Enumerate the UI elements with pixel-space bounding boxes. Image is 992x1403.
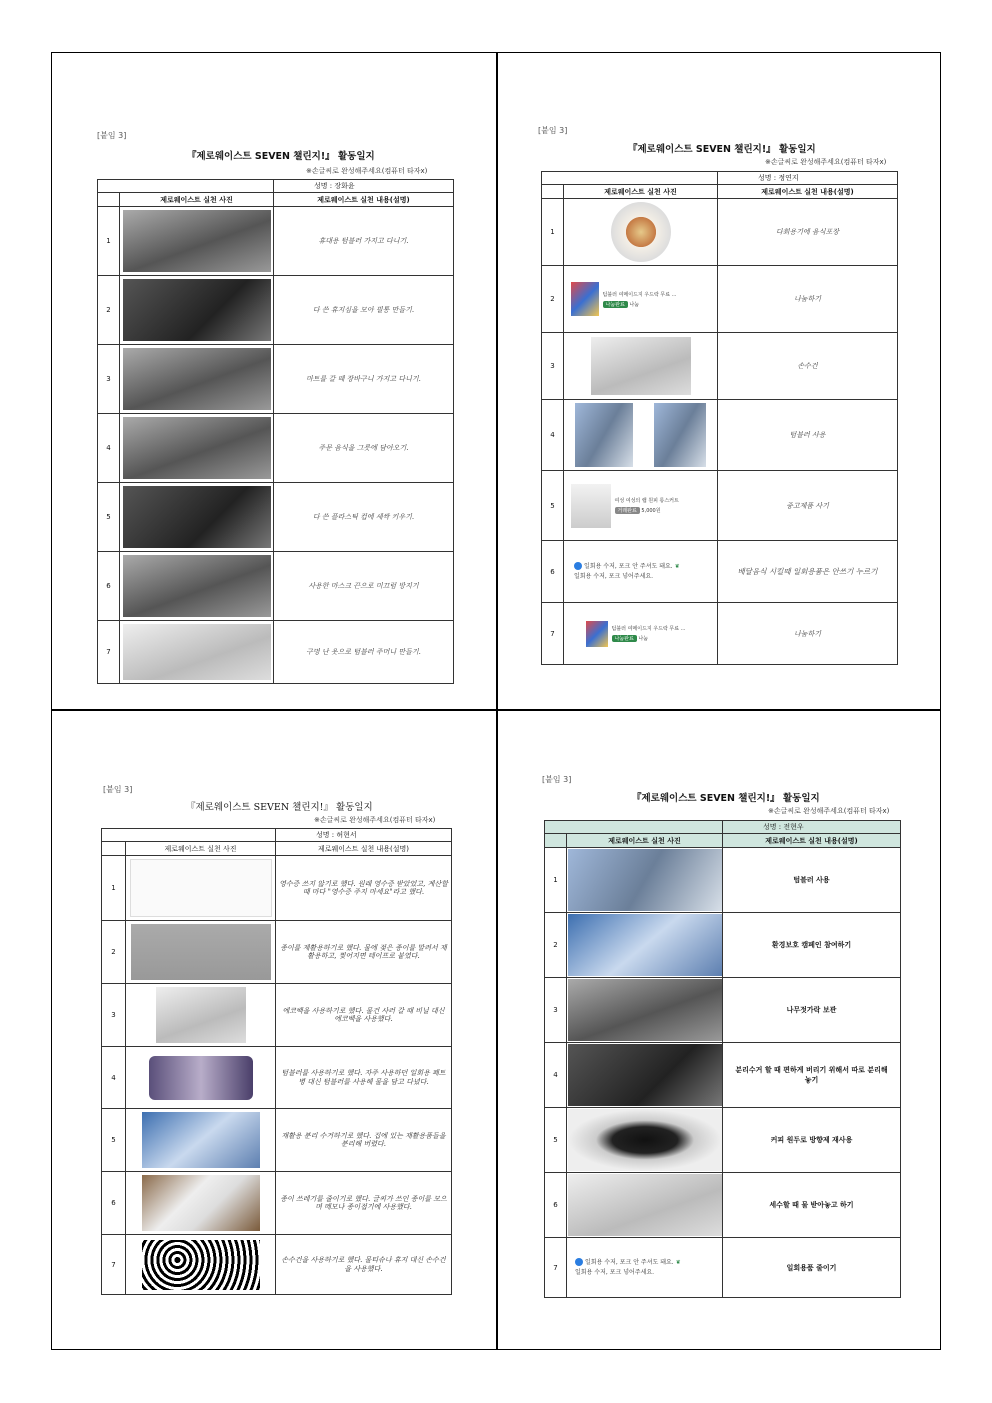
table-row (102, 1235, 452, 1295)
row-number: 3 (545, 978, 567, 1043)
row-description: 나눔하기 (718, 266, 898, 333)
activity-table (97, 179, 454, 684)
table-row (545, 848, 901, 913)
activity-table (541, 171, 898, 665)
row-number: 5 (542, 471, 564, 541)
row-description: 텀블러를 사용하기로 했다. 자주 사용하던 일회용 페트병 대신 텀블러를 사용해 물을 담고 다녔다. (276, 1047, 452, 1109)
row-number: 3 (102, 984, 126, 1047)
name-cell: 성명 : 전현우 (723, 821, 901, 834)
row-description: 다 쓴 휴지심을 모아 필통 만들기. (274, 276, 454, 345)
row-number: 2 (542, 266, 564, 333)
photo (156, 987, 246, 1043)
photo (142, 1240, 260, 1290)
radio-selected-icon (574, 562, 582, 570)
appendix-label: [붙임 3] (97, 131, 127, 140)
listing-tag: 나눔 (629, 301, 640, 308)
table-row (542, 266, 898, 333)
photo (142, 1112, 260, 1168)
row-number: 1 (102, 856, 126, 921)
row-description: 다회용기에 음식포장 (718, 199, 898, 266)
status-badge: 나눔완료 (603, 301, 628, 308)
photo (591, 337, 691, 395)
sprout-icon: ❦ (674, 562, 680, 570)
photo (123, 210, 271, 272)
app-screenshot (586, 621, 696, 647)
row-description: 텀블러 사용 (723, 848, 901, 913)
activity-table (544, 820, 901, 1298)
activity-table (101, 828, 452, 1295)
photo (123, 348, 271, 410)
col-photo-header: 제로웨이스트 실천 사진 (120, 193, 274, 207)
row-number: 4 (542, 400, 564, 471)
table-row (102, 1109, 452, 1172)
row-description: 재활용 분리 수거하기로 했다. 집에 있는 재활용품들을 분리해 버렸다. (276, 1109, 452, 1172)
row-description: 세수할 때 물 받아놓고 하기 (723, 1173, 901, 1238)
row-number: 2 (102, 921, 126, 984)
listing-price: 5,000원 (641, 508, 661, 514)
row-number: 6 (102, 1172, 126, 1235)
row-description: 나무젓가락 보관 (723, 978, 901, 1043)
photo (123, 624, 271, 680)
row-description: 일회용품 줄이기 (723, 1238, 901, 1298)
sheet-title: 『제로웨이스트 SEVEN 챌린지!』 활동일지 (632, 793, 820, 804)
row-number: 4 (545, 1043, 567, 1108)
photo (611, 202, 671, 262)
name-cell: 성명 : 허현서 (276, 829, 452, 842)
name-cell: 성명 : 장화윤 (274, 180, 454, 193)
name-cell: 성명 : 정연지 (718, 172, 898, 185)
row-number: 6 (98, 552, 120, 621)
table-row (542, 333, 898, 400)
table-row (102, 1172, 452, 1235)
table-row (545, 1238, 901, 1298)
row-description: 손수건을 사용하기로 했다. 물티슈나 휴지 대신 손수건을 사용했다. (276, 1235, 452, 1295)
photo (130, 859, 272, 917)
row-description: 휴대용 텀블러 가지고 다니기. (274, 207, 454, 276)
table-row (542, 541, 898, 603)
table-row (542, 603, 898, 665)
table-row (542, 400, 898, 471)
table-row (545, 978, 901, 1043)
photo (568, 849, 722, 911)
row-description: 에코백을 사용하기로 했다. 물건 사러 갈 때 비닐 대신 에코백을 사용했다. (276, 984, 452, 1047)
table-row (542, 471, 898, 541)
row-description: 마트를 갈 때 장바구니 가지고 다니기. (274, 345, 454, 414)
photo (123, 279, 271, 341)
row-description: 사용한 마스크 끈으로 미끄럼 방지기 (274, 552, 454, 621)
option-text: 일회용 수저, 포크 안 주셔도 돼요. (585, 1258, 674, 1266)
row-number: 6 (542, 541, 564, 603)
row-description: 종이 쓰레기를 줄이기로 했다. 글씨가 쓰인 종이를 모으며 메모나 종이접기에 사용했다. (276, 1172, 452, 1235)
app-screenshot (571, 282, 711, 316)
handwriting-note: ※손글씨로 완성해주세요(컴퓨터 타자x) (765, 158, 887, 166)
row-description: 다 쓴 플라스틱 컵에 새싹 키우기. (274, 483, 454, 552)
row-number: 7 (545, 1238, 567, 1298)
row-description: 환경보호 캠페인 참여하기 (723, 913, 901, 978)
status-badge: 거래완료 (615, 507, 640, 514)
table-row (98, 414, 454, 483)
row-number: 4 (98, 414, 120, 483)
row-description: 중고제품 사기 (718, 471, 898, 541)
appendix-label: [붙임 3] (538, 126, 568, 135)
sprout-icon: ❦ (675, 1258, 681, 1266)
row-number: 1 (542, 199, 564, 266)
photo (123, 555, 271, 617)
row-number: 5 (545, 1108, 567, 1173)
photo (575, 403, 633, 467)
table-row (102, 921, 452, 984)
radio-selected-icon (575, 1258, 583, 1266)
listing-thumbnail (586, 621, 608, 647)
sheet-title: 『제로웨이스트 SEVEN 챌린지!』 활동일지 (186, 802, 373, 813)
listing-title: 텀블러 여메이드지 우드락 무료 ... (611, 626, 686, 632)
appendix-label: [붙임 3] (103, 785, 133, 794)
handwriting-note: ※손글씨로 완성해주세요(컴퓨터 타자x) (768, 807, 890, 815)
table-row (102, 984, 452, 1047)
table-row (545, 1173, 901, 1238)
table-row (102, 856, 452, 921)
row-description: 종이를 재활용하기로 했다. 물에 젖은 종이를 말려서 재활용하고, 찢어지면 테이프로 붙였다. (276, 921, 452, 984)
photo (568, 1109, 722, 1171)
status-badge: 나눔완료 (612, 635, 637, 642)
row-description: 구멍 난 옷으로 텀블러 주머니 만들기. (274, 621, 454, 684)
photo (568, 1174, 722, 1236)
row-description: 나눔하기 (718, 603, 898, 665)
delivery-option (567, 1258, 722, 1277)
table-row (545, 1043, 901, 1108)
row-number: 1 (545, 848, 567, 913)
row-description: 손수건 (718, 333, 898, 400)
table-row (542, 199, 898, 266)
col-photo-header: 제로웨이스트 실천 사진 (126, 842, 276, 856)
row-number: 4 (102, 1047, 126, 1109)
col-desc-header: 제로웨이스트 실천 내용(설명) (723, 834, 901, 848)
table-row (98, 345, 454, 414)
col-photo-header: 제로웨이스트 실천 사진 (567, 834, 723, 848)
row-description: 분리수거 할 때 편하게 버리기 위해서 따로 분리해 놓기 (723, 1043, 901, 1108)
photo (123, 417, 271, 479)
app-screenshot (571, 484, 711, 528)
row-description: 배달음식 시킬때 일회용품은 안쓰기 누르기 (718, 541, 898, 603)
row-number: 1 (98, 207, 120, 276)
sheet-title: 『제로웨이스트 SEVEN 챌린지!』 활동일지 (187, 151, 375, 162)
col-desc-header: 제로웨이스트 실천 내용(설명) (718, 185, 898, 199)
row-description: 텀블러 사용 (718, 400, 898, 471)
row-description: 영수증 쓰지 않기로 했다. 원래 영수증 받았었고, 계산할 때 마다 "영수증 주지 마세요"라고 했다. (276, 856, 452, 921)
row-number: 2 (98, 276, 120, 345)
delivery-option (564, 562, 717, 581)
listing-title: 텀블러 여메이드지 우드락 무료 ... (602, 291, 677, 298)
listing-thumbnail (571, 484, 611, 528)
listing-tag: 나눔 (638, 636, 649, 642)
row-number: 3 (98, 345, 120, 414)
photo (654, 403, 706, 467)
table-row (545, 913, 901, 978)
col-desc-header: 제로웨이스트 실천 내용(설명) (274, 193, 454, 207)
appendix-label: [붙임 3] (542, 775, 572, 784)
row-description: 커피 원두로 방향제 재사용 (723, 1108, 901, 1173)
row-number: 7 (102, 1235, 126, 1295)
horizontal-divider (51, 709, 941, 711)
option-text: 일회용 수저, 포크 안 주셔도 돼요. (584, 562, 673, 570)
photo (568, 1044, 722, 1106)
row-number: 3 (542, 333, 564, 400)
row-number: 5 (102, 1109, 126, 1172)
photo (568, 914, 722, 976)
row-number: 7 (542, 603, 564, 665)
table-row (98, 207, 454, 276)
handwriting-note: ※손글씨로 완성해주세요(컴퓨터 타자x) (314, 816, 436, 824)
col-desc-header: 제로웨이스트 실천 내용(설명) (276, 842, 452, 856)
photo (123, 486, 271, 548)
row-number: 7 (98, 621, 120, 684)
row-number: 5 (98, 483, 120, 552)
table-row (98, 483, 454, 552)
col-photo-header: 제로웨이스트 실천 사진 (564, 185, 718, 199)
photo (131, 924, 271, 980)
table-row (98, 552, 454, 621)
table-row (102, 1047, 452, 1109)
vertical-divider (496, 52, 498, 1350)
row-description: 주문 음식을 그릇에 담아오기. (274, 414, 454, 483)
listing-title: 여성 여성의 랩 원피 롱스커트 (614, 498, 679, 504)
photo (149, 1056, 253, 1100)
photo (142, 1175, 260, 1231)
table-row (98, 621, 454, 684)
handwriting-note: ※손글씨로 완성해주세요(컴퓨터 타자x) (306, 167, 428, 175)
option-subtext: 일회용 수저, 포크 넣어주세요. (574, 572, 654, 580)
option-subtext: 일회용 수저, 포크 넣어주세요. (575, 1268, 655, 1276)
listing-thumbnail (571, 282, 599, 316)
photo (568, 979, 722, 1041)
sheet-title: 『제로웨이스트 SEVEN 챌린지!』 활동일지 (628, 144, 816, 155)
row-number: 6 (545, 1173, 567, 1238)
table-row (98, 276, 454, 345)
table-row (545, 1108, 901, 1173)
row-number: 2 (545, 913, 567, 978)
